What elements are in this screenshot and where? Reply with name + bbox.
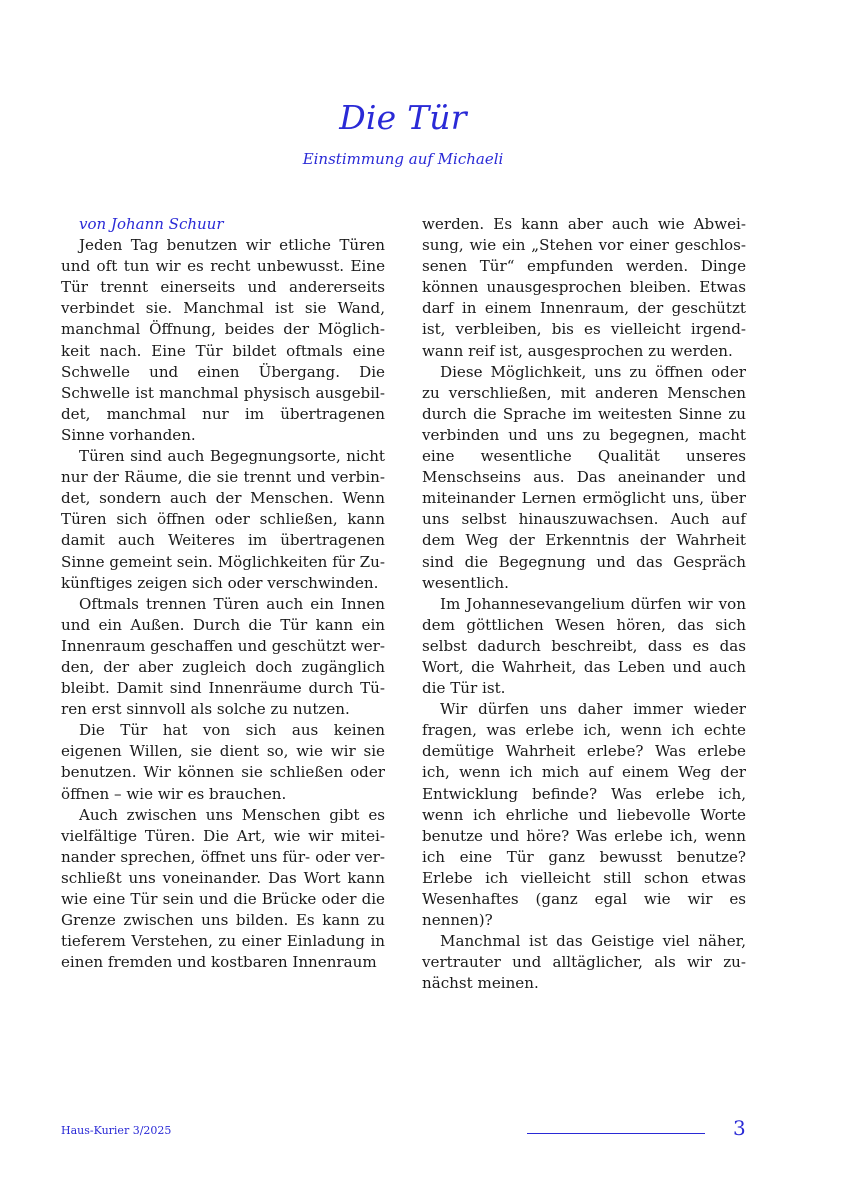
paragraph: Im Johannesevangelium dürfen wir von dem göttlichen Wesen hören, das sich selbst dadurch beschreibt, dass es das Wort, die Wahrheit, das Leben und auch die Tür ist. — [422, 594, 746, 698]
article-subtitle: Einstimmung auf Michaeli — [302, 150, 504, 168]
page-number: 3 — [733, 1116, 746, 1140]
paragraph: Manchmal ist das Geistige viel näher, vertrauter und alltäglicher, als wir zunächst meinen. — [422, 932, 746, 993]
article-title: Die Tür — [339, 98, 467, 137]
right-column — [422, 214, 746, 994]
footer-publication: Haus-Kurier 3/2025 — [61, 1124, 172, 1137]
left-column — [61, 214, 385, 973]
paragraph: Wir dürfen uns daher immer wieder fragen, was erlebe ich, wenn ich echte demütige Wahrheit erlebe? Was erlebe ich, wenn ich mich auf einem Weg der Entwicklung befinde? Was erlebe ich, wenn ich ehrliche und liebevolle Worte benutze und höre? Was erlebe ich, wenn ich eine Tür ganz bewusst benutze? Erlebe ich vielleicht still schon etwas Wesenhaftes (ganz egal wie wir es nennen)? — [422, 700, 746, 930]
paragraph: Diese Möglichkeit, uns zu öffnen oder zu verschließen, mit anderen Menschen durch die Sprache im weitesten Sinne zu verbinden und uns zu begegnen, macht eine wesentliche Qualität unseres Menschseins aus. Das aneinander und miteinander Lernen ermöglicht uns, über uns selbst hinauszuwachsen. Auch auf dem Weg der Erkenntnis der Wahrheit sind die Begegnung und das Gespräch wesentlich. — [422, 362, 746, 592]
paragraph: Oftmals trennen Türen auch ein Innen und ein Außen. Durch die Tür kann ein Innenraum geschaffen und geschützt werden, der aber zugleich doch zugänglich bleibt. Damit sind Innenräume durch Türen erst sinnvoll als solche zu nutzen. — [61, 594, 385, 719]
paragraph: Die Tür hat von sich aus keinen eigenen Willen, sie dient so, wie wir sie benutzen. Wir können sie schließen oder öffnen – wie wir es brauchen. — [61, 721, 385, 803]
paragraph: Auch zwischen uns Menschen gibt es vielfältige Türen. Die Art, wie wir miteinander sprechen, öffnet uns für- oder verschließt uns voneinander. Das Wort kann wie eine Tür sein und die Brücke oder die Grenze zwischen uns bilden. Es kann zu tieferem Verstehen, zu einer Einladung in einen fremden und kostbaren Innenraum — [61, 805, 385, 972]
paragraph: Jeden Tag benutzen wir etliche Türen und oft tun wir es recht unbewusst. Eine Tür trennt einerseits und andererseits verbindet sie. Manchmal ist sie Wand, manchmal Öffnung, beides der Möglichkeit nach. Eine Tür bildet oftmals eine Schwelle und einen Übergang. Die Schwelle ist manchmal physisch ausgebildet, manchmal nur im übertragenen Sinne vorhanden. — [61, 236, 385, 444]
author-line: von Johann Schuur — [79, 215, 224, 233]
paragraph: Türen sind auch Begegnungsorte, nicht nur der Räume, die sie trennt und verbindet, sondern auch der Menschen. Wenn Türen sich öffnen oder schließen, kann damit auch Weiteres im übertragenen Sinne gemeint sein. Möglichkeiten für Zukünftiges zeigen sich oder verschwinden. — [61, 447, 385, 592]
paragraph-continuation: werden. Es kann aber auch wie Abweisung, wie ein „Stehen vor einer geschlossenen Tür“ empfunden werden. Dinge können unausgesprochen bleiben. Etwas darf in einem Innenraum, der geschützt ist, verbleiben, bis es vielleicht irgendwann reif ist, ausgesprochen zu werden. — [422, 215, 746, 360]
footer-rule — [527, 1133, 705, 1134]
